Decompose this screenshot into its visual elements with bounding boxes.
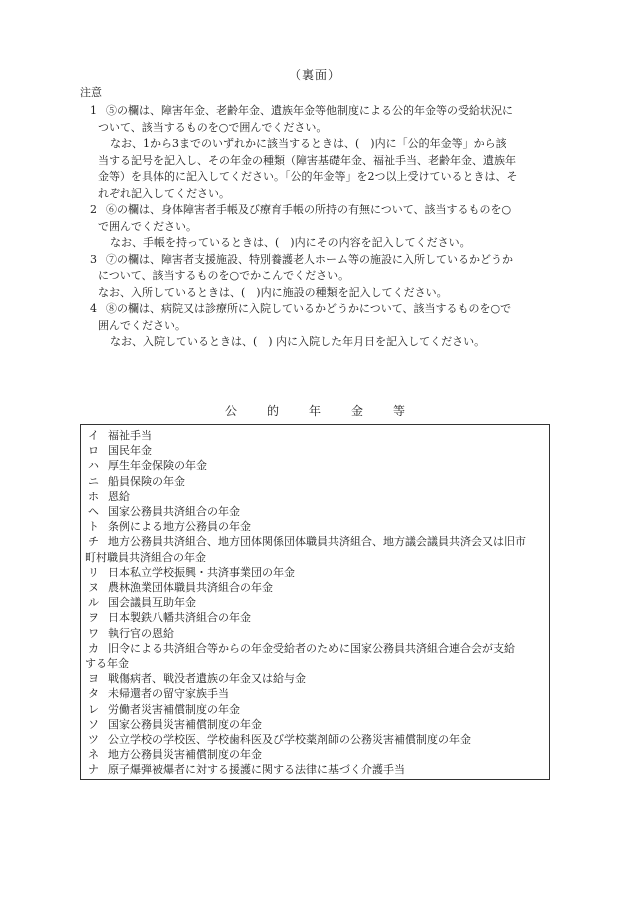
pension-item-text: 国家公務員災害補償制度の年金 [108,717,262,731]
note-number: 2 [90,203,97,216]
pension-item [85,519,545,534]
note-number: 3 [90,252,97,266]
pension-item-code: タ [88,687,99,701]
note-line: ⑤の欄は、障害年金、老齢年金、遺族年金等他制度による公的年金等の受給状況に [106,104,513,117]
note-number: 1 [90,104,97,117]
pension-item [85,747,545,762]
pension-item-code: ソ [88,717,99,731]
pension-item-text: 条例による地方公務員の年金 [108,520,251,534]
note-line: なお、手帳を持っているときは、( )内にその内容を記入してください。 [110,236,471,249]
pension-item-text: 原子爆弾被爆者に対する援護に関する法律に基づく介護手当 [108,763,405,777]
note-1 [80,103,550,202]
pension-item-text: 執行官の恩給 [108,626,174,640]
pension-item [85,717,545,732]
pension-item-text: 未帰還者の留守家族手当 [108,687,229,701]
note-line: 金等）を具体的に記入してください。「公的年金等」を2つ以上受けているときは、そ [98,170,518,183]
pension-item [85,626,545,641]
pension-item [85,580,545,595]
pension-item-code: ヘ [88,505,99,519]
pension-item [85,565,545,580]
pension-item [85,474,545,489]
pension-item-code: ニ [88,474,99,488]
pension-item-text-continued: する年金 [85,657,129,671]
pension-item-text: 農林漁業団体職員共済組合の年金 [108,581,273,595]
pension-item-text: 国民年金 [108,444,152,458]
pension-item-code: カ [88,641,99,655]
pension-item [85,428,545,443]
pension-item-code: ホ [88,489,99,503]
pension-item-text: 公立学校の学校医、学校歯科医及び学校薬剤師の公務災害補償制度の年金 [108,733,471,747]
pension-item-code: ヨ [88,672,99,686]
pension-item [85,732,545,747]
note-line: で囲んでください。 [98,219,197,233]
note-line: ⑦の欄は、障害者支援施設、特別養護老人ホーム等の施設に入所しているかどうか [106,252,513,266]
note-line: 囲んでください。 [98,318,186,332]
pension-item-text: 福祉手当 [108,429,152,442]
pension-item [85,595,545,610]
note-2 [80,202,550,252]
pension-item-code: イ [88,429,99,442]
pension-item-text: 日本私立学校振興・共済事業団の年金 [108,565,295,579]
pension-item [85,458,545,473]
note-line: なお、入院しているときは、( ) 内に入院した年月日を記入してください。 [110,335,486,348]
pension-item-code: ワ [88,626,99,640]
note-line: 当する記号を記入し、その年金の種類（障害基礎年金、福祉手当、老齢年金、遺族年 [98,153,516,167]
pension-item-text: 労働者災害補償制度の年金 [108,702,240,716]
pension-item-code: リ [88,565,99,579]
pension-item-code: ネ [88,748,99,762]
pension-item-code: ヌ [88,581,99,595]
pension-item-text: 国家公務員共済組合の年金 [108,505,240,519]
note-line: について、該当するものを○でかこんでください。 [98,269,350,282]
pension-item-code: ト [88,520,99,534]
pension-item-text: 戦傷病者、戦没者遺族の年金又は給与金 [108,672,306,686]
pension-item-text: 国会議員互助年金 [108,596,196,610]
note-4 [80,301,550,351]
note-line: なお、入所しているときは、( )内に施設の種類を記入してください。 [98,285,448,299]
pension-list-title: 公的年金等 [224,404,435,418]
note-line: ⑧の欄は、病院又は診療所に入院しているかどうかについて、該当するものを○で [106,302,512,315]
note-line: ⑥の欄は、身体障害者手帳及び療育手帳の所持の有無について、該当するものを○ [106,203,512,216]
note-3 [80,252,550,302]
pension-item-code: ツ [88,733,99,747]
pension-item [85,762,545,777]
pension-item-code: ル [88,596,99,610]
pension-item-code: ハ [88,459,99,473]
pension-item [85,686,545,701]
pension-item [85,671,545,686]
pension-item [85,443,545,458]
pension-item-text: 厚生年金保険の年金 [108,459,207,473]
pension-item-text: 船員保険の年金 [108,474,185,488]
note-line: れぞれ記入してください。 [98,186,230,200]
note-line: ついて、該当するものを○で囲んでください。 [98,120,328,134]
notes-title: 注意 [80,86,102,99]
pension-item-text: 旧令による共済組合等からの年金受給者のために国家公務員共済組合連合会が支給 [108,641,515,655]
pension-item [85,489,545,504]
pension-item-code: ナ [88,763,99,777]
pension-item-text-continued: 町村職員共済組合の年金 [85,550,206,564]
note-line: なお、1から3までのいずれかに該当するときは、( )内に「公的年金等」から該 [110,137,507,150]
pension-item [85,702,545,717]
pension-item-code: ロ [88,444,99,458]
pension-item-text: 日本製鉄八幡共済組合の年金 [108,611,251,625]
notes-list [80,103,550,351]
note-number: 4 [90,302,97,315]
pension-item-text: 恩給 [108,489,130,503]
pension-item-code: ヲ [88,611,99,625]
pension-item [85,641,545,671]
pension-item [85,534,545,564]
pension-item [85,610,545,625]
pension-item-code: チ [88,535,99,549]
pension-item-code: レ [88,702,99,716]
pension-item [85,504,545,519]
page-heading: （裏面） [288,68,341,82]
pension-item-text: 地方公務員災害補償制度の年金 [108,748,262,762]
pension-list-box [80,424,550,780]
pension-item-text: 地方公務員共済組合、地方団体関係団体職員共済組合、地方議会議員共済会又は旧市 [108,535,526,549]
